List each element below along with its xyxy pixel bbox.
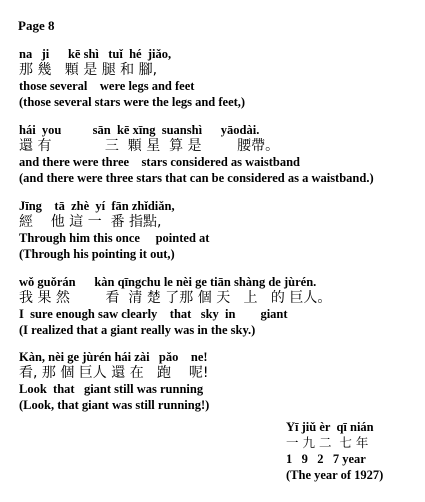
- translation-line: (and there were three stars that can be considered as a waistband.): [19, 171, 374, 185]
- signature-gloss: 1 9 2 7 year: [286, 452, 366, 466]
- pinyin-line: na ji kē shì tuǐ hé jiǎo,: [19, 47, 172, 61]
- translation-line: (I realized that a giant really was in the sky.): [19, 323, 256, 337]
- date-signature: [286, 419, 383, 483]
- gloss-line: and there were three stars considered as waistband: [19, 155, 301, 169]
- stanza-5: [19, 349, 417, 413]
- pinyin-line: hái you sān kē xīng suanshì yāodài.: [19, 123, 260, 137]
- hanzi-line: 經 他 這 一 番 指點,: [19, 214, 162, 230]
- gloss-line: Through him this once pointed at: [19, 231, 210, 245]
- signature-translation: (The year of 1927): [286, 468, 384, 482]
- hanzi-line: 那 幾 顆 是 腿 和 腳,: [19, 62, 158, 78]
- pinyin-line: Jīng tā zhè yí fān zhǐdiǎn,: [19, 199, 175, 213]
- pinyin-line: Kàn, nèi ge jùrén hái zài pǎo ne!: [19, 350, 208, 364]
- stanza-2: [19, 122, 417, 186]
- signature-pinyin: Yī jiǔ èr qī nián: [286, 420, 374, 434]
- translation-line: (Through his pointing it out,): [19, 247, 175, 261]
- translation-line: (those several stars were the legs and feet,): [19, 95, 246, 109]
- hanzi-line: 我 果 然 看 清 楚 了那 個 天 上 的 巨人。: [19, 290, 332, 306]
- stanza-3: [19, 198, 417, 262]
- stanza-4: [19, 274, 417, 338]
- gloss-line: Look that giant still was running: [19, 382, 204, 396]
- translation-line: (Look, that giant was still running!): [19, 398, 210, 412]
- hanzi-line: 看, 那 個 巨人 還 在 跑 呢!: [19, 365, 209, 381]
- stanza-1: [19, 46, 417, 110]
- hanzi-line: 還 有 三 顆 星 算 是 腰帶。: [19, 138, 280, 154]
- gloss-line: those several were legs and feet: [19, 79, 195, 93]
- signature-hanzi: 一 九 二 七 年: [286, 435, 369, 450]
- gloss-line: I sure enough saw clearly that sky in giant: [19, 307, 288, 321]
- pinyin-line: wǒ guǒrán kàn qīngchu le nèi ge tiān shàng de jùrén.: [19, 275, 317, 289]
- page-label: Page 8: [18, 18, 55, 33]
